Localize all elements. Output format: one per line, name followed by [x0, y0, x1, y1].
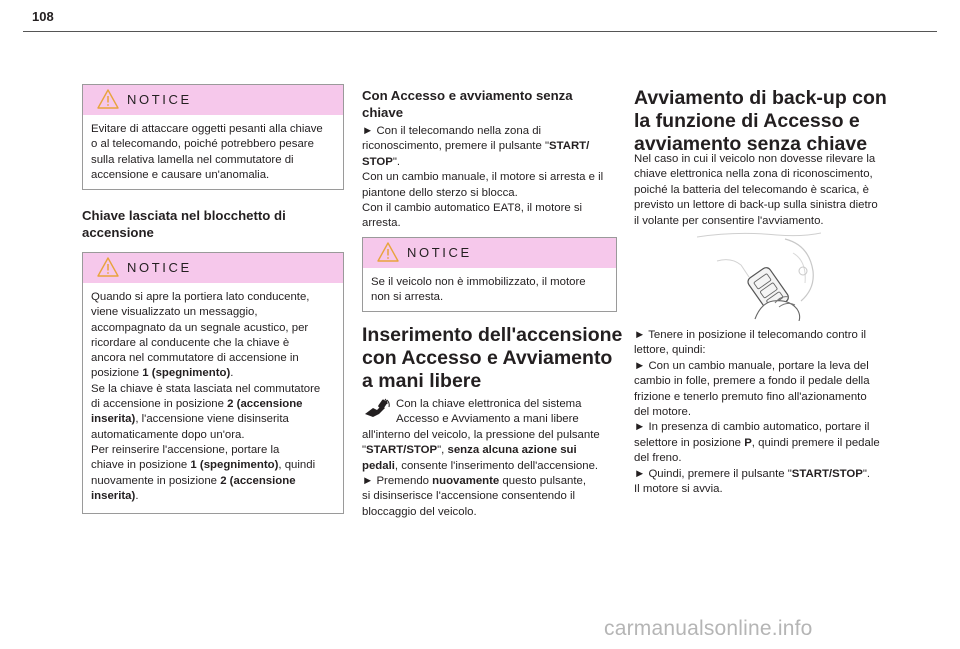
text-fragment: di accensione in posizione [91, 398, 228, 411]
text-bold: START/ [549, 140, 590, 153]
paragraph-backup-steps [634, 328, 892, 497]
text-line: Il motore si avvia. [634, 483, 723, 496]
text-line [91, 366, 335, 381]
text-line [634, 467, 892, 482]
text-fragment: ". [862, 467, 871, 480]
text-line [362, 139, 618, 154]
section-heading-backup-start [634, 87, 894, 156]
text-bold: inserita) [91, 489, 136, 502]
text-fragment: chiave in posizione [91, 459, 191, 472]
text-line: cambio in folle, premere a fondo il pedale della [634, 375, 870, 388]
paragraph-keyless-stop [362, 124, 618, 232]
paragraph-backup-intro [634, 152, 892, 229]
heading-line: accensione [82, 225, 154, 240]
text-line: o al telecomando, poiché potrebbero pesare [91, 138, 314, 151]
heading-line: a mani libere [362, 370, 482, 392]
heading-line: avviamento senza chiave [634, 133, 868, 155]
text-fragment: ► Quindi, premere il pulsante " [634, 467, 792, 480]
notice-header [83, 85, 343, 115]
text-line [91, 458, 335, 473]
notice-title: NOTICE [127, 260, 192, 275]
notice-body [363, 268, 616, 314]
text-fragment: nuovamente in posizione [91, 474, 221, 487]
text-line: arresta. [362, 217, 401, 230]
text-bold: nuovamente [432, 475, 500, 488]
notice-body [83, 115, 343, 191]
text-line: Accesso e Avviamento a mani libere [396, 413, 579, 426]
text-line: Quando si apre la portiera lato conducente, [91, 291, 310, 303]
text-fragment: , quindi premere il pedale [751, 436, 880, 449]
text-line: previsto un lettore di back-up sulla sinistra dietro [634, 199, 878, 212]
warning-triangle-icon [97, 89, 119, 109]
text-line: viene visualizzato un messaggio, [91, 306, 258, 319]
heading-line: Inserimento dell'accensione [362, 324, 623, 346]
text-bold: P [744, 436, 752, 449]
watermark: carmanualsonline.info [604, 617, 813, 640]
text-line: ► Con un cambio manuale, portare la leva del [634, 359, 869, 372]
text-fragment: ", [437, 444, 448, 457]
notice-header [363, 238, 616, 268]
text-line [91, 474, 335, 489]
heading-line: Chiave lasciata nel blocchetto di [82, 208, 286, 223]
text-bold: senza alcuna azione sui [447, 444, 577, 457]
heading-line: la funzione di Accesso e [634, 110, 860, 132]
notice-title: NOTICE [407, 245, 472, 260]
text-line: frizione e tenerlo premuto fino all'azionamento [634, 390, 867, 403]
notice-header [83, 253, 343, 283]
text-line: all'interno del veicolo, la pressione del pulsante [362, 428, 600, 441]
text-line: Evitare di attaccare oggetti pesanti alla chiave [91, 123, 323, 135]
text-line: bloccaggio del veicolo. [362, 505, 477, 518]
text-line: Per reinserire l'accensione, portare la [91, 443, 280, 456]
text-line: piantone dello sterzo si blocca. [362, 186, 518, 199]
text-line: automaticamente dopo un'ora. [91, 428, 245, 441]
warning-triangle-icon [377, 242, 399, 262]
text-fragment: . [230, 367, 234, 380]
text-fragment: riconoscimento, premere il pulsante " [362, 140, 550, 153]
text-line [362, 443, 618, 458]
text-fragment: ". [392, 155, 401, 168]
heading-line: Con Accesso e avviamento senza [362, 88, 573, 103]
text-line [362, 155, 618, 170]
text-line: ► In presenza di cambio automatico, portare il [634, 421, 870, 434]
warning-triangle-icon [97, 257, 119, 277]
text-fragment: , quindi [278, 459, 316, 472]
text-bold: inserita) [91, 413, 136, 426]
text-line: accompagnato da un segnale acustico, per [91, 321, 309, 334]
paragraph-ignition-handsfree [362, 397, 618, 520]
text-line: ► Con il telecomando nella zona di [362, 125, 542, 137]
text-bold: START/STOP [791, 467, 863, 480]
page-number: 108 [32, 9, 54, 24]
text-fragment: questo pulsante, [499, 475, 587, 488]
text-bold: START/STOP [366, 444, 438, 457]
text-line: del motore. [634, 406, 691, 419]
text-bold: 2 (accensione [227, 398, 303, 411]
heading-line: con Accesso e Avviamento [362, 347, 613, 369]
text-line: ancora nel commutatore di accensione in [91, 352, 299, 365]
text-line: poiché la batteria del telecomando è scarica, è [634, 183, 869, 196]
heading-line: Avviamento di back-up con [634, 87, 887, 109]
notice-body [83, 283, 343, 512]
text-line: il volante per consentire l'avviamento. [634, 214, 824, 227]
text-line: sulla relativa lamella nel commutatore di [91, 153, 294, 166]
text-line: Nel caso in cui il veicolo non dovesse rilevare la [634, 153, 876, 165]
text-bold: STOP [362, 155, 393, 168]
text-fragment: posizione [91, 367, 143, 380]
text-fragment: " [362, 444, 367, 457]
text-line: si disinserisce l'accensione consentendo il [362, 490, 576, 503]
text-line: ► Tenere in posizione il telecomando contro il [634, 329, 867, 341]
text-line [91, 397, 335, 412]
notice-title: NOTICE [127, 92, 192, 107]
text-bold: 2 (accensione [220, 474, 296, 487]
text-line [634, 436, 892, 451]
section-heading-keyless [362, 87, 618, 121]
backup-reader-illustration [697, 231, 821, 321]
heading-line: chiave [362, 105, 404, 120]
text-line [362, 474, 618, 489]
text-line [362, 459, 618, 474]
text-line [91, 489, 335, 504]
notice-box-key-weight [82, 84, 344, 190]
text-fragment: , consente l'inserimento dell'accensione. [394, 459, 599, 472]
top-rule [23, 31, 937, 32]
text-fragment: . [135, 489, 139, 502]
text-bold: 1 (spegnimento) [190, 459, 279, 472]
text-line: ricordare al conducente che la chiave è [91, 336, 290, 349]
text-line: accensione e causare un'anomalia. [91, 168, 270, 181]
section-heading-key-left [82, 207, 344, 241]
text-line [91, 412, 335, 427]
text-bold: pedali [362, 459, 395, 472]
text-line: Se la chiave è stata lasciata nel commutatore [91, 382, 321, 395]
text-fragment: , l'accensione viene disinserita [135, 413, 289, 426]
section-heading-ignition-handsfree [362, 324, 622, 393]
text-line: Con il cambio automatico EAT8, il motore si [362, 202, 583, 215]
text-line: lettore, quindi: [634, 344, 706, 357]
text-line: del freno. [634, 452, 682, 465]
text-line: chiave elettronica nella zona di riconoscimento, [634, 168, 873, 181]
text-fragment: ► Premendo [362, 475, 433, 488]
notice-box-key-reminder [82, 252, 344, 514]
text-line: Con la chiave elettronica del sistema [396, 398, 582, 410]
notice-box-not-immobilized [362, 237, 617, 312]
text-line: Se il veicolo non è immobilizzato, il motore [371, 276, 586, 288]
text-fragment: selettore in posizione [634, 436, 745, 449]
text-bold: 1 (spegnimento) [142, 367, 231, 380]
text-line: Con un cambio manuale, il motore si arresta e il [362, 171, 604, 184]
text-line: non si arresta. [371, 291, 444, 304]
